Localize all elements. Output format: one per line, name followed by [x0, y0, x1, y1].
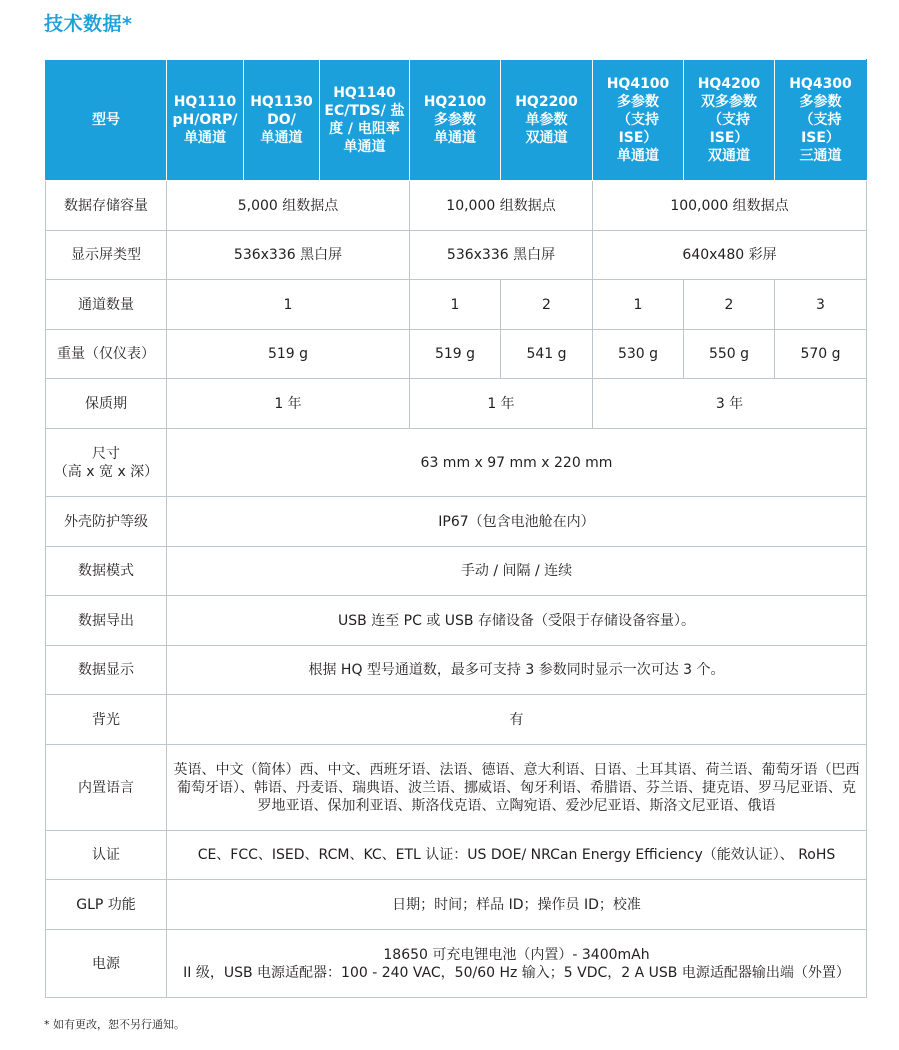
row-label-glp: GLP 功能: [46, 880, 167, 930]
cell-languages-value: 英语、中文（简体）西、中文、西班牙语、法语、德语、意大利语、日语、土耳其语、荷兰语、葡萄牙语（巴西葡萄牙语）、韩语、丹麦语、瑞典语、波兰语、挪威语、匈牙利语、希腊语、芬兰语、捷克语、罗马尼亚语、克罗地亚语、保加利亚语、斯洛伐克语、立陶宛语、爱沙尼亚语、斯洛文尼亚语、俄语: [167, 745, 867, 831]
header-model-hq1110: HQ1110 pH/ORP/ 单通道: [167, 60, 244, 181]
cell-channels-hq2100: 1: [410, 280, 501, 330]
row-label-display: 显示屏类型: [46, 231, 167, 280]
row-label-power: 电源: [46, 930, 167, 998]
cell-certification-value: CE、FCC、ISED、RCM、KC、ETL 认证：US DOE/ NRCan Energy Efficiency（能效认证）、 RoHS: [167, 831, 867, 880]
cell-dimensions-value: 63 mm x 97 mm x 220 mm: [167, 429, 867, 497]
cell-weight-hq2200: 541 g: [501, 330, 593, 379]
header-model-hq4300: HQ4300 多参数 （支持 ISE） 三通道: [775, 60, 867, 181]
cell-storage-hq2: 10,000 组数据点: [410, 181, 593, 231]
header-model-hq4200: HQ4200 双多参数 （支持 ISE） 双通道: [684, 60, 775, 181]
table-row-power: [46, 930, 867, 998]
cell-glp-value: 日期；时间；样品 ID；操作员 ID；校准: [167, 880, 867, 930]
page-title: 技术数据*: [44, 13, 133, 35]
cell-backlight-value: 有: [167, 695, 867, 745]
row-label-channels: 通道数量: [46, 280, 167, 330]
cell-data-display-value: 根据 HQ 型号通道数，最多可支持 3 参数同时显示一次可达 3 个。: [167, 646, 867, 695]
row-label-certification: 认证: [46, 831, 167, 880]
cell-channels-hq4300: 3: [775, 280, 867, 330]
table-row-data-display: [46, 646, 867, 695]
table-row-data-mode: [46, 547, 867, 596]
table-row-weight: [46, 330, 867, 379]
cell-data-mode-value: 手动 / 间隔 / 连续: [167, 547, 867, 596]
header-model-hq1130: HQ1130 DO/ 单通道: [244, 60, 320, 181]
cell-weight-hq1: 519 g: [167, 330, 410, 379]
row-label-dimensions: 尺寸 （高 x 宽 x 深）: [46, 429, 167, 497]
row-label-enclosure: 外壳防护等级: [46, 497, 167, 547]
cell-display-hq2: 536x336 黑白屏: [410, 231, 593, 280]
header-model-hq2200: HQ2200 单参数 双通道: [501, 60, 593, 181]
cell-warranty-hq1: 1 年: [167, 379, 410, 429]
row-label-weight: 重量（仅仪表）: [46, 330, 167, 379]
header-model-hq4100: HQ4100 多参数 （支持 ISE） 单通道: [593, 60, 684, 181]
cell-weight-hq2100: 519 g: [410, 330, 501, 379]
cell-display-hq1: 536x336 黑白屏: [167, 231, 410, 280]
cell-warranty-hq2: 1 年: [410, 379, 593, 429]
table-row-data-export: [46, 596, 867, 646]
row-label-data-export: 数据导出: [46, 596, 167, 646]
footnote: * 如有更改，恕不另行通知。: [44, 1018, 185, 1031]
table-row-display: [46, 231, 867, 280]
table-row-backlight: [46, 695, 867, 745]
row-label-warranty: 保质期: [46, 379, 167, 429]
technical-data-table: [45, 59, 867, 998]
row-label-data-display: 数据显示: [46, 646, 167, 695]
cell-data-export-value: USB 连至 PC 或 USB 存储设备（受限于存储设备容量）。: [167, 596, 867, 646]
table-row-enclosure: [46, 497, 867, 547]
header-model-hq2100: HQ2100 多参数 单通道: [410, 60, 501, 181]
cell-channels-hq1: 1: [167, 280, 410, 330]
header-model-hq1140: HQ1140 EC/TDS/ 盐 度 / 电阻率 单通道: [320, 60, 410, 181]
cell-channels-hq2200: 2: [501, 280, 593, 330]
cell-display-hq4: 640x480 彩屏: [593, 231, 867, 280]
cell-enclosure-value: IP67（包含电池舱在内）: [167, 497, 867, 547]
cell-warranty-hq4: 3 年: [593, 379, 867, 429]
row-label-data-mode: 数据模式: [46, 547, 167, 596]
table-row-languages: [46, 745, 867, 831]
table-header-row: [46, 60, 867, 181]
cell-storage-hq1: 5,000 组数据点: [167, 181, 410, 231]
row-label-storage: 数据存储容量: [46, 181, 167, 231]
row-label-backlight: 背光: [46, 695, 167, 745]
table-row-warranty: [46, 379, 867, 429]
row-label-languages: 内置语言: [46, 745, 167, 831]
power-line-battery: 18650 可充电锂电池（内置）- 3400mAh: [383, 946, 650, 963]
header-model-label: 型号: [46, 60, 167, 181]
table-row-certification: [46, 831, 867, 880]
cell-channels-hq4100: 1: [593, 280, 684, 330]
power-line-adapter: II 级，USB 电源适配器：100 - 240 VAC，50/60 Hz 输入；5 VDC，2 A USB 电源适配器输出端（外置）: [183, 964, 850, 981]
cell-storage-hq4: 100,000 组数据点: [593, 181, 867, 231]
cell-channels-hq4200: 2: [684, 280, 775, 330]
table-row-channels: [46, 280, 867, 330]
cell-weight-hq4200: 550 g: [684, 330, 775, 379]
table-row-dimensions: [46, 429, 867, 497]
cell-power-value: [167, 930, 867, 998]
cell-weight-hq4300: 570 g: [775, 330, 867, 379]
table-row-glp: [46, 880, 867, 930]
cell-weight-hq4100: 530 g: [593, 330, 684, 379]
table-row-storage: [46, 181, 867, 231]
